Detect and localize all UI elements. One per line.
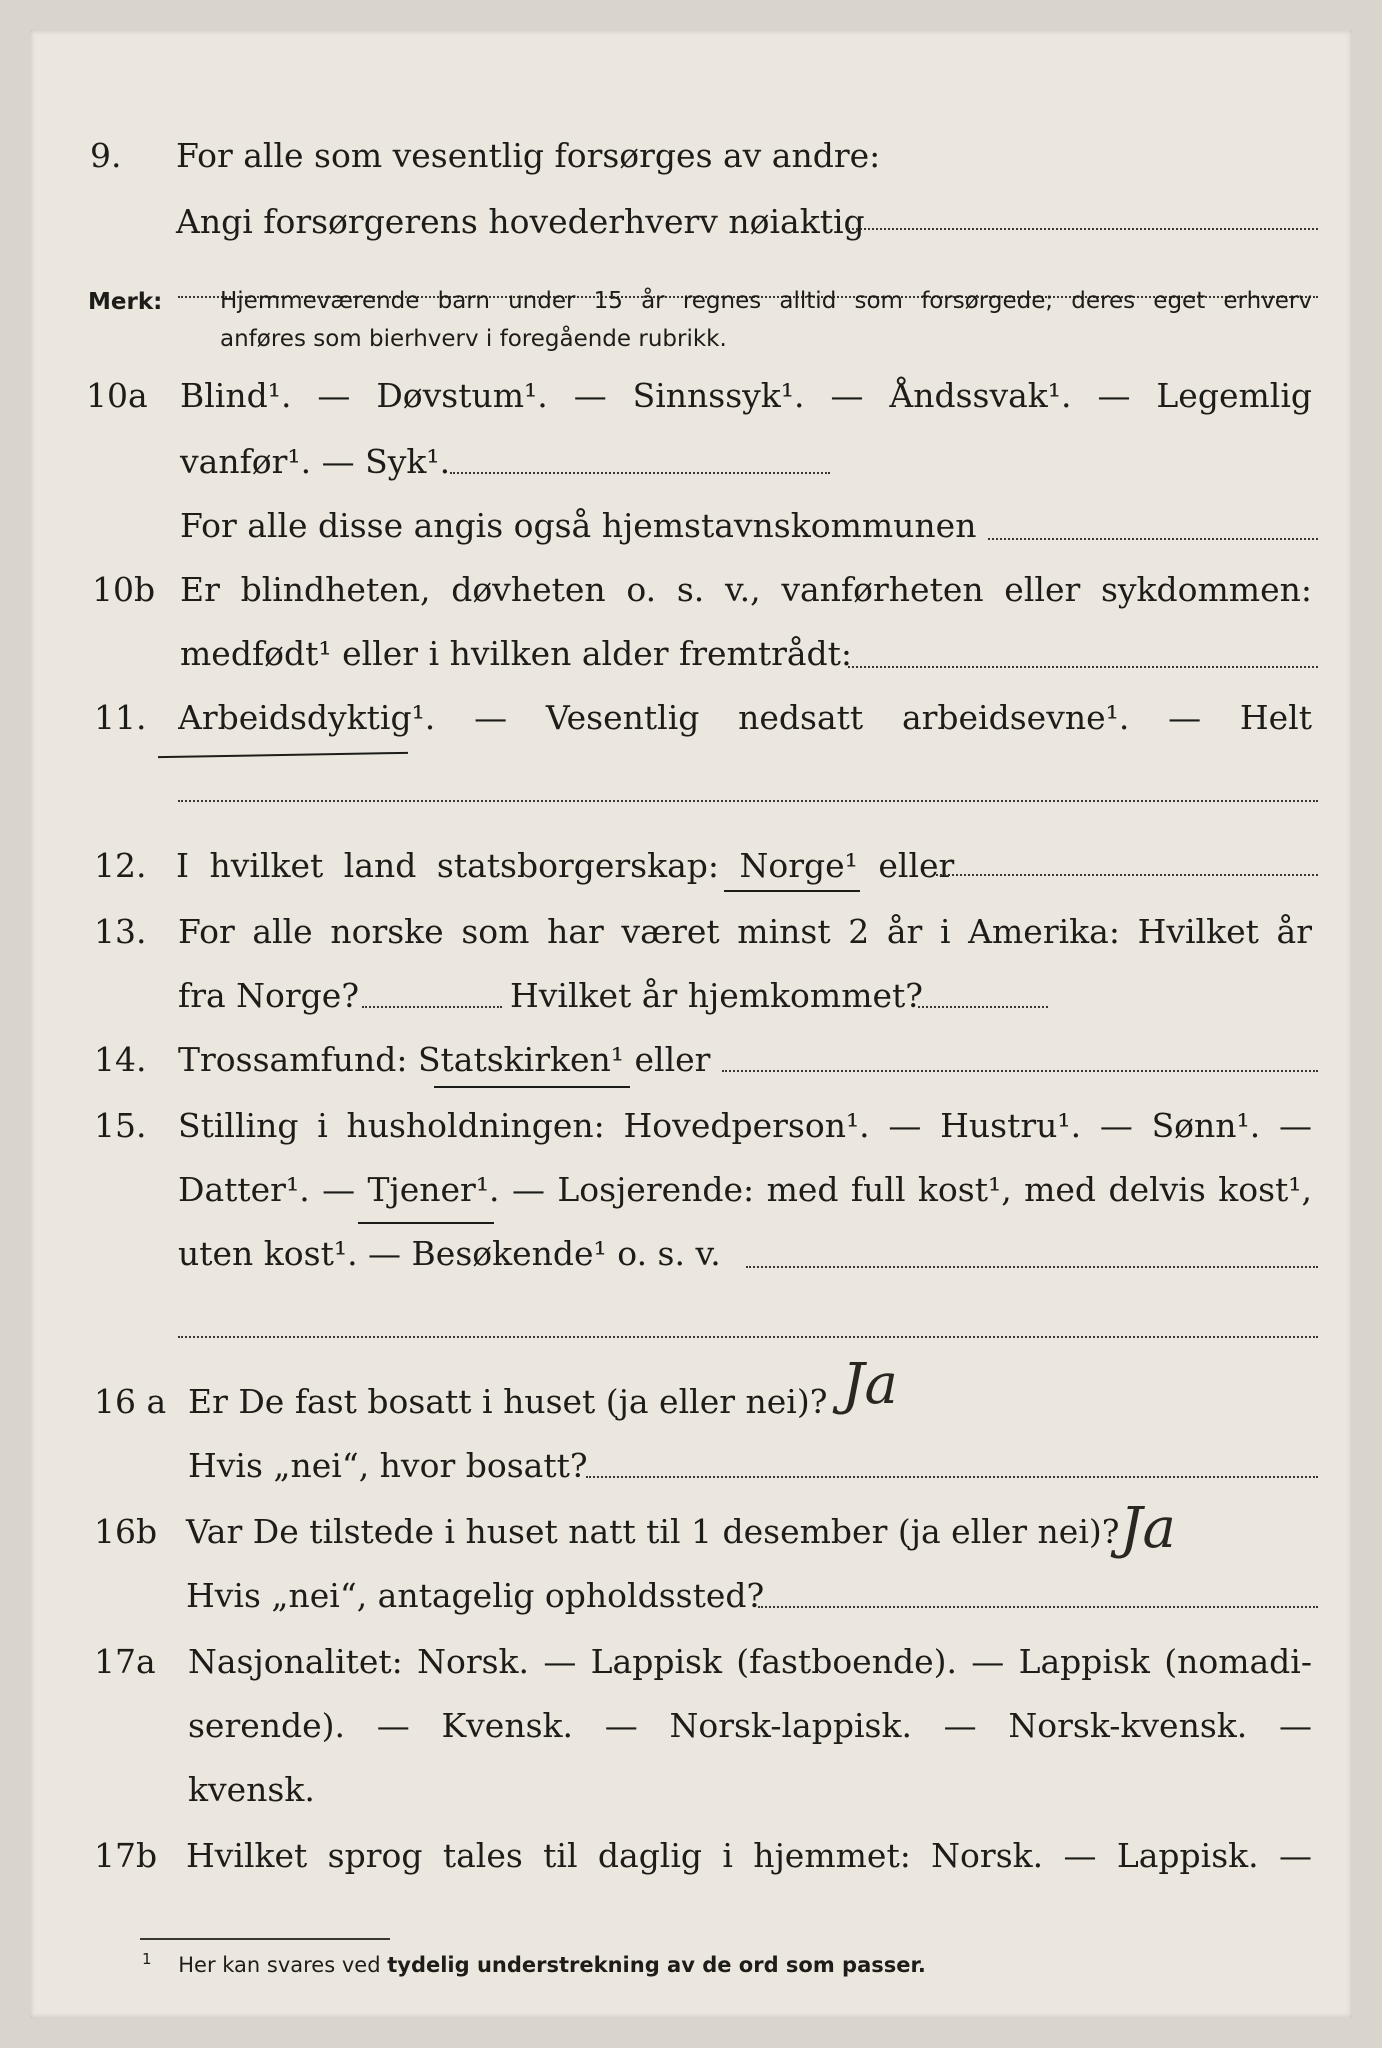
question-number: 10b [92,570,156,609]
question-text: For alle norske som har været minst 2 år i Amerika: Hvilket år [178,912,1312,951]
question-13-line-2 [30,966,1352,1030]
answer-field-10a[interactable] [450,472,830,474]
question-text: Hvilket sprog tales til daglig i hjemmet: Norsk. — Lappisk. — [186,1836,1312,1875]
question-text: For alle som vesentlig forsørges av andre: [176,136,881,175]
question-text: Datter¹. — Tjener¹. — Losjerende: med full kost¹, med delvis kost¹, [178,1170,1312,1209]
question-text: Hvis „nei“, hvor bosatt? [188,1446,588,1485]
question-text: Stilling i husholdningen: Hovedperson¹. — Hustru¹. — Sønn¹. — [178,1106,1312,1145]
handwritten-underline [724,890,860,892]
question-14 [30,1030,1352,1094]
question-15-line-3 [30,1224,1352,1288]
question-number: 11. [94,698,147,737]
question-12 [30,836,1352,900]
question-number: 16b [94,1512,158,1551]
question-text: Hvilket år hjemkommet? [510,976,923,1015]
question-text: medfødt¹ eller i hvilken alder fremtrådt: [180,634,853,673]
question-text: Nasjonalitet: Norsk. — Lappisk (fastboende). — Lappisk (nomadi- [188,1642,1312,1681]
question-text: Trossamfund: Statskirken¹ eller [178,1040,711,1079]
answer-field-15b[interactable] [178,1336,1318,1338]
answer-field-16b[interactable] [758,1606,1318,1608]
question-17a-line-3 [30,1760,1352,1824]
question-text: kvensk. [188,1770,315,1809]
question-number: 16 a [94,1382,167,1421]
question-number: 10a [86,376,148,415]
question-text: serende). — Kvensk. — Norsk-lappisk. — Norsk-kvensk. — [188,1706,1312,1745]
answer-field-10b[interactable] [848,666,1318,668]
answer-field-16a[interactable] [586,1476,1318,1478]
question-text: Arbeidsdyktig¹. — Vesentlig nedsatt arbeidsevne¹. — Helt [178,698,1312,737]
question-text: Er blindheten, døvheten o. s. v., vanførheten eller sykdommen: [180,570,1312,609]
answer-field-14[interactable] [722,1070,1318,1072]
question-text: Angi forsørgerens hovederhverv nøiaktig [176,202,865,241]
question-10a-line-2 [30,432,1352,496]
question-number: 13. [94,912,147,951]
question-number: 15. [94,1106,147,1145]
question-text: Er De fast bosatt i huset (ja eller nei)? [188,1382,828,1421]
question-17b [30,1826,1352,1890]
answer-field-9[interactable] [848,228,1318,230]
question-17a-line-2 [30,1696,1352,1760]
note-label: Merk: [88,289,163,315]
footnote-text-bold: tydelig understrekning av de ord som passer. [387,1953,926,1977]
question-10a-line-3 [30,496,1352,560]
answer-field-13-reist[interactable] [362,1006,502,1008]
question-text: uten kost¹. — Besøkende¹ o. s. v. [178,1234,721,1273]
answer-field-11[interactable] [178,800,1318,802]
footnote-mark: 1 [142,1950,152,1968]
answer-field-10a-hjemstavn[interactable] [988,538,1318,540]
question-number: 14. [94,1040,147,1079]
question-11 [30,688,1352,752]
question-number: 17b [94,1836,158,1875]
question-13 [30,902,1352,966]
question-16a-line-2 [30,1436,1352,1500]
question-number: 17a [94,1642,156,1681]
footnote [142,1950,926,1977]
question-15 [30,1096,1352,1160]
note-text: anføres som bierhverv i foregående rubrikk. [220,326,727,352]
answer-field-15[interactable] [746,1266,1318,1268]
question-10a [30,366,1352,430]
question-text: For alle disse angis også hjemstavnskommunen [180,506,977,545]
note-text: Hjemmeværende barn under 15 år regnes alltid som forsørgede; deres eget erhverv [220,288,1312,314]
question-text: vanfør¹. — Syk¹. [180,442,451,481]
handwritten-underline [434,1086,630,1088]
question-text: I hvilket land statsborgerskap: Norge¹ eller [176,846,955,885]
question-10b-line-2 [30,624,1352,688]
question-text: Blind¹. — Døvstum¹. — Sinnssyk¹. — Åndssvak¹. — Legemlig [180,376,1312,415]
question-text: Hvis „nei“, antagelig opholdssted? [186,1576,765,1615]
question-17a [30,1632,1352,1696]
question-text: fra Norge? [178,976,360,1015]
question-9 [30,126,1352,190]
question-9-line-2 [30,192,1352,256]
footnote-text: Her kan svares ved [178,1953,381,1977]
question-text: Var De tilstede i huset natt til 1 desember (ja eller nei)? [186,1512,1120,1551]
question-15-line-2 [30,1160,1352,1224]
question-16b-line-2 [30,1566,1352,1630]
answer-field-12[interactable] [936,874,1318,876]
question-16a [30,1372,1352,1436]
census-form-page [30,30,1352,2018]
question-number: 9. [90,136,122,175]
answer-field-13-hjemkommet[interactable] [918,1006,1048,1008]
handwritten-answer: Ja [842,1352,898,1417]
question-10b [30,560,1352,624]
question-number: 12. [94,846,147,885]
footnote-rule [140,1938,390,1940]
handwritten-underline [158,752,408,758]
handwritten-answer: Ja [1120,1496,1176,1561]
